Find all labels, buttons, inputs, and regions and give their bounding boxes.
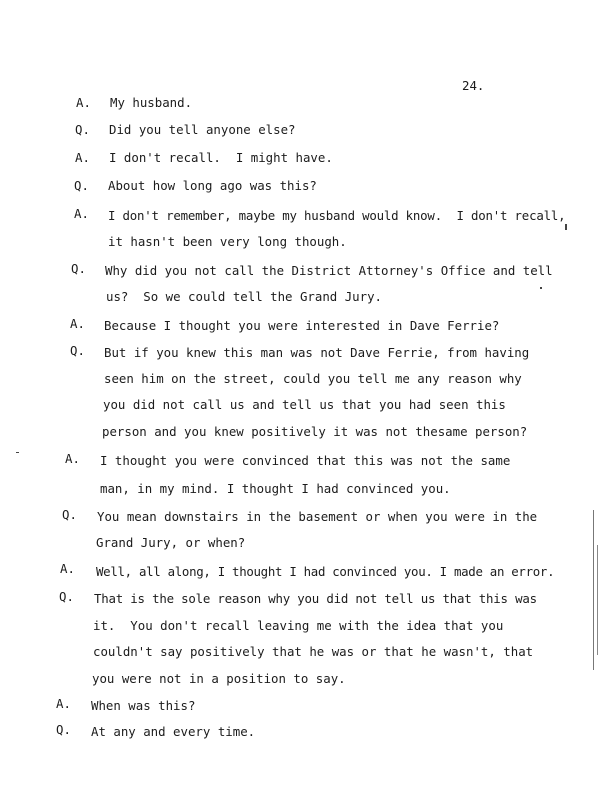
speaker-label: A. [70,316,85,331]
testimony-line: person and you knew positively it was not thesame person? [102,424,528,439]
speaker-label: Q. [71,261,86,276]
speaker-label: A. [75,150,90,165]
testimony-line: it hasn't been very long though. [108,234,347,249]
speaker-label: A. [60,561,75,576]
testimony-line: But if you knew this man was not Dave Ferrie, from having [104,345,530,360]
testimony-line: Grand Jury, or when? [96,535,246,550]
speaker-label: A. [56,696,71,711]
speaker-label: A. [74,206,89,221]
testimony-line: I don't remember, maybe my husband would know. I don't recall, [108,208,566,223]
testimony-line: seen him on the street, could you tell me any reason why [104,371,522,386]
testimony-line: About how long ago was this? [108,178,317,193]
scan-speck [16,452,19,453]
testimony-line: you were not in a position to say. [92,671,346,686]
testimony-line: That is the sole reason why you did not tell us that this was [94,591,537,606]
testimony-line: Because I thought you were interested in Dave Ferrie? [104,318,500,333]
speaker-label: Q. [75,122,90,137]
speaker-label: Q. [59,589,74,604]
scan-speck [565,224,567,230]
testimony-line: Did you tell anyone else? [109,122,296,137]
speaker-label: A. [76,95,91,110]
testimony-line: us? So we could tell the Grand Jury. [106,289,383,304]
scan-edge-mark [597,545,598,655]
speaker-label: Q. [62,507,77,522]
scan-edge-mark [593,510,594,670]
testimony-line: My husband. [110,95,193,110]
page-number: 24. [462,78,485,93]
speaker-label: Q. [56,722,71,737]
testimony-line: At any and every time. [91,724,256,739]
testimony-line: I don't recall. I might have. [109,150,333,165]
testimony-line: you did not call us and tell us that you had seen this [103,397,506,412]
testimony-line: Well, all along, I thought I had convinced you. I made an error. [96,564,555,579]
speaker-label: A. [65,451,80,466]
speaker-label: Q. [74,178,89,193]
testimony-line: it. You don't recall leaving me with the idea that you [93,618,504,633]
testimony-line: man, in my mind. I thought I had convinced you. [100,481,451,496]
testimony-line: I thought you were convinced that this was not the same [100,453,511,468]
speaker-label: Q. [70,343,85,358]
testimony-line: You mean downstairs in the basement or when you were in the [97,509,538,524]
scan-speck [540,287,542,289]
testimony-line: couldn't say positively that he was or that he wasn't, that [93,644,534,659]
testimony-line: When was this? [91,698,196,713]
testimony-line: Why did you not call the District Attorney's Office and tell [105,263,553,278]
